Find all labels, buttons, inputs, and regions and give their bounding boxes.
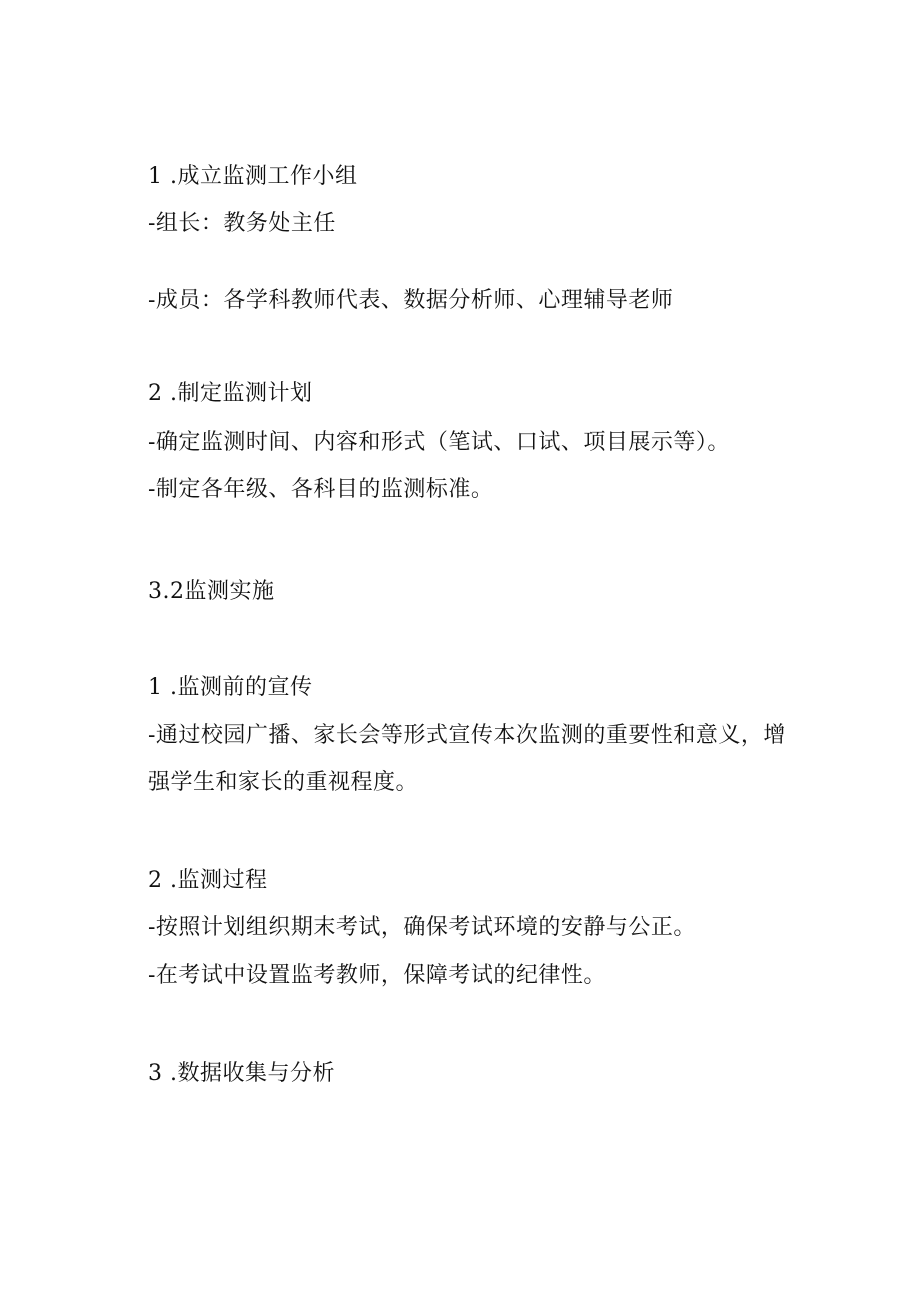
process-item-2: -在考试中设置监考教师，保障考试的纪律性。 (148, 963, 606, 988)
promotion-item-1: -通过校园广播、家长会等形式宣传本次监测的重要性和意义，增强学生和家长的重视程度。 (148, 723, 786, 795)
team-leader-line: -组长：教务处主任 (148, 211, 336, 236)
plan-item-2: -制定各年级、各科目的监测标准。 (148, 477, 494, 502)
team-members-line: -成员：各学科教师代表、数据分析师、心理辅导老师 (148, 288, 674, 313)
section-heading-data: 3 .数据收集与分析 (148, 1061, 335, 1086)
plan-item-1: -确定监测时间、内容和形式（笔试、口试、项目展示等）。 (148, 430, 730, 455)
section-heading-plan: 2 .制定监测计划 (148, 381, 313, 406)
section-heading-process: 2 .监测过程 (148, 868, 268, 893)
section-heading-promotion: 1 .监测前的宣传 (148, 675, 313, 700)
process-item-1: -按照计划组织期末考试，确保考试环境的安静与公正。 (148, 915, 696, 940)
section-heading-implementation: 3.2监测实施 (148, 579, 275, 604)
section-heading-team: 1 .成立监测工作小组 (148, 164, 358, 189)
